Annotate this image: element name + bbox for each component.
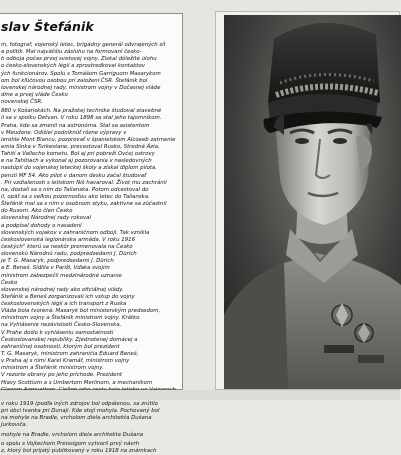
bio-line: . Pri vzdialenosti s letiskom Niš havaroval. Život mu zachránil	[1, 179, 167, 186]
bio-line: pri obci Ivanka pri Dunaji. Kde stojí mohyla. Pochovaný bol	[1, 408, 160, 415]
bio-line: v Praha aj s nimi Karel Kramář, ministrom vojny	[1, 358, 130, 365]
bio-line: V Prahe došlo k vyhláseniu samostatnosti	[1, 329, 114, 336]
bio-line: českých" kterú sa neskôr premenovala na Česko	[1, 243, 133, 250]
bio-line: Českoslovanskej republiky. Zjednotenej domácej a	[1, 336, 138, 343]
bio-line: T. G. Masaryk, ministrom zahraničia Eduard Beneš,	[1, 351, 139, 358]
bio-line: ministrom zabezpečil medzinárodné uznanie	[1, 272, 122, 279]
bio-line: Vláda bola tvorená: Masaryk bol ministerským predsedom,	[1, 308, 161, 315]
bio-line: je T. G. Masaryk, podpredsedami J. Dürich	[1, 258, 114, 265]
bio-line: h odboja počas prvej svetovej vojny. Získal dôležité úlohu	[1, 56, 157, 63]
bio-line: ierohle Mont Blancu, pozorovať v španielskom Alcoeeb zatmenie	[1, 136, 176, 143]
bio-line: v Meudone. Odišiel podniknúť rôzne výpravy v	[1, 129, 127, 136]
bio-line: novenskej ČSR.	[1, 99, 43, 106]
bio-line: il, opäť sa s veľkou pozornosťou ako letec do Talianska.	[1, 193, 150, 200]
bio-line: slovenskú Národnú radu, podpredsedami J. Dürich	[1, 251, 137, 258]
floor-strip	[0, 390, 400, 400]
bio-line: československých légií a ich transport z Ruska	[1, 301, 127, 308]
bio-line: a politik. Mal najväčšiu zásluhu na formovaní česko-	[1, 49, 142, 56]
bio-line: Tahiti a Vallecho kometu. Bol aj pri pobreží Ovčej ostrovy	[1, 151, 155, 158]
bio-line: slovenských vojakov v zahraničnom odboji. Tak vznikla	[1, 229, 150, 236]
bio-line: slovenskej Národnej rady rokoval	[1, 215, 91, 222]
bio-line: mohyle na Bradle, vrcholom diela architekta Dušana	[1, 431, 144, 438]
bio-line: Stefánik a Beneš zorganizovali ich vstup do vojny	[1, 293, 135, 300]
bio-line: om bol kľúčovou osobou pri založení ČSR. Štefánik bol	[1, 77, 148, 84]
bio-line: československá legionárska armáda. V roku 1916	[1, 236, 136, 243]
bio-line: Praha, kde sa zmenil na astronóma. Stal sa asistentom	[1, 122, 150, 129]
bio-line: na Vyhlásenie nezávislosti Česko-Slovenska,	[1, 322, 122, 329]
portrait-panel	[215, 11, 400, 390]
bio-line: il sa v spolku Detvan. V roku 1898 sa stal jeho tajomníkom.	[1, 115, 162, 122]
bio-line: na, dostali sa s ním do Talianska. Potom odcestoval do	[1, 186, 149, 193]
bio-line: na mohyle na Bradle, vrcholom diela architekta Dušana	[1, 415, 152, 422]
bio-line: ých funkcionárov. Spolu s Tomášom Garriguom Masarykom	[1, 70, 161, 77]
bio-line: o spolu s Vojtechom Preissigom vytvoril prvý návrh	[1, 440, 140, 447]
bio-line: 880 v Košariskách. Na pražskej technike študoval stavebné	[1, 108, 162, 115]
biography-panel	[0, 13, 183, 454]
bio-line: m, fotograf, vojenský letec, brigádny generál odvrajených síl	[1, 42, 166, 48]
portrait-photo-icon	[224, 15, 401, 389]
bio-line: Česko	[1, 279, 18, 286]
bio-line: o česko-slovenských légií a zprostredkoval kontaktov	[1, 63, 145, 70]
panel-title: slav Štefánik	[1, 19, 94, 34]
bio-line: a podpísal dohody o nasadení	[1, 222, 82, 229]
bio-line: peruti MF 54. Ako pilot v danom desku začal študovať	[1, 172, 147, 179]
bio-line: a E. Beneš. Sídlila v Paríži, Vďaka svojím	[1, 265, 110, 272]
bio-line: zahraničnej osobnosti, ktorým bol prezident	[1, 343, 120, 350]
bio-line: ministrom a Štefánik ministrom vojny.	[1, 365, 104, 372]
bio-line: Hlavy Scottium a s Umbertom Merlinom, a mechanikom	[1, 379, 153, 386]
bio-line: dme a prvej vláde Česko	[1, 91, 68, 98]
bio-line: z, ktorý bol prijatý publikovaný v roku 1918 na známkach	[1, 447, 157, 454]
bio-line: e na Tahitiach a vykonal aj pozorovania v nasledovných	[1, 158, 152, 165]
bio-line: slovenskej národnej rady ako oficiálnej vlády.	[1, 286, 124, 293]
bio-line: do Rusom. Ako člen Česko	[1, 208, 73, 215]
bio-line: Štefánik mal sa s ním v osobnom styku, zaktívne sa zúčastnil	[1, 201, 167, 208]
bio-line: emia Sinka v Turkestane, precestoval Rusko, Stredná Ázia,	[1, 143, 160, 150]
bio-line: lovenskej národnej rady, ministrom vojny v Dočasnej vláde	[1, 84, 161, 91]
bio-line: ministrom vojny a Štefánik ministrom vojny. Krátko	[1, 315, 140, 322]
portrait-photo	[224, 15, 401, 389]
bio-line: nastúpil do vojenskej leteckej školy a získal diplom pilota.	[1, 165, 158, 172]
bio-line: v roku 1919 (podľa iných zdrojov bol odpálenou, sa zrútilo	[1, 401, 158, 408]
bio-line: Jurkoviča.	[1, 422, 28, 429]
bio-line: V rezorte obrany po jeho príchode. Prezident	[1, 372, 123, 379]
